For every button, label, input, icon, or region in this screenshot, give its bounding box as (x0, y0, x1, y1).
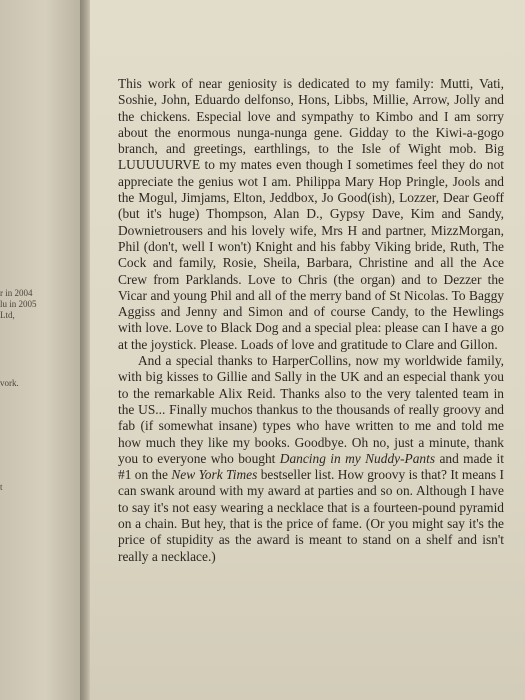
left-page-fragment: r in 2004 (0, 288, 33, 298)
paragraph-thanks (118, 353, 504, 565)
newspaper-title-italic: New York Times (171, 467, 258, 483)
book-title-italic: Dancing in my Nuddy-Pants (279, 450, 436, 466)
left-page-fragment: t (0, 482, 3, 492)
left-page (0, 0, 82, 700)
paragraph-dedication: This work of near geniosity is dedicated to my family: Mutti, Vati, Soshie, John, Eduardo delfonso, Hons, Libbs, Millie, Arrow, Jolly and the chickens. Especial love and sympathy to Kimbo and I am sorry about the enormous nunga-nunga gene. Gidday to the Kiwi-a-gogo branch, and greetings, earthlings, to the Isle of Wight mob. Big LUUUUURVE to my mates even though I sometimes feel they do not appreciate the genius wot I am. Philippa Mary Hop Pringle, Jools and the Mogul, Jimjams, Elton, Jeddbox, Jo Good(ish), Lozzer, Dear Geoff (but it's huge) Thompson, Alan D., Gypsy Dave, Kim and Sandy, Downietrousers and his lovely wife, Mrs H and partner, MizzMorgan, Phil (don't, well I won't) Knight and his fabby Viking bride, Ruth, The Cock and family, Rosie, Sheila, Barbara, Christine and all the Ace Crew from Parklands. Love to Chris (the organ) and to Dezzer the Vicar and young Phil and all of the merry band of St Nicolas. To Baggy Aggiss and Jenny and Simon and of course Candy, to the Hewlings with love. Love to Black Dog and a special plea: please can I have a go at the joystick. Please. Loads of love and gratitude to Clare and Gillon. (118, 76, 504, 352)
right-page (90, 0, 525, 700)
left-page-fragment: Ltd, (0, 310, 15, 320)
left-page-fragment: lu in 2005 (0, 299, 37, 309)
left-page-fragment: vork. (0, 378, 19, 388)
paragraph-thanks-part: And a special thanks to HarperCollins, now my worldwide family, with big kisses to Gillie and Sally in the UK and an especial thank you to the remarkable Alix Reid. Thanks also to the very talented team in the US... Finally muchos thankus to the thousands of really groovy and fab (if somewhat insane) types who have written to me and told me how much they like my books. Goodbye. Oh no, just a minute, thank you to everyone who bought (118, 353, 504, 466)
acknowledgements-text (118, 76, 504, 565)
paragraph-thanks-part: and made it #1 on the (118, 450, 504, 483)
paragraph-thanks-part: bestseller list. How groovy is that? It means I can swank around with my award at parties and so on. Although I have to say it's not easy wearing a necklace that is a fourteen-pound pyramid on a chain. But hey, that is the price of fame. (Or you might say it's the price of stupidity as the award is meant to stand on a shelf and isn't really a necklace.) (118, 467, 504, 564)
